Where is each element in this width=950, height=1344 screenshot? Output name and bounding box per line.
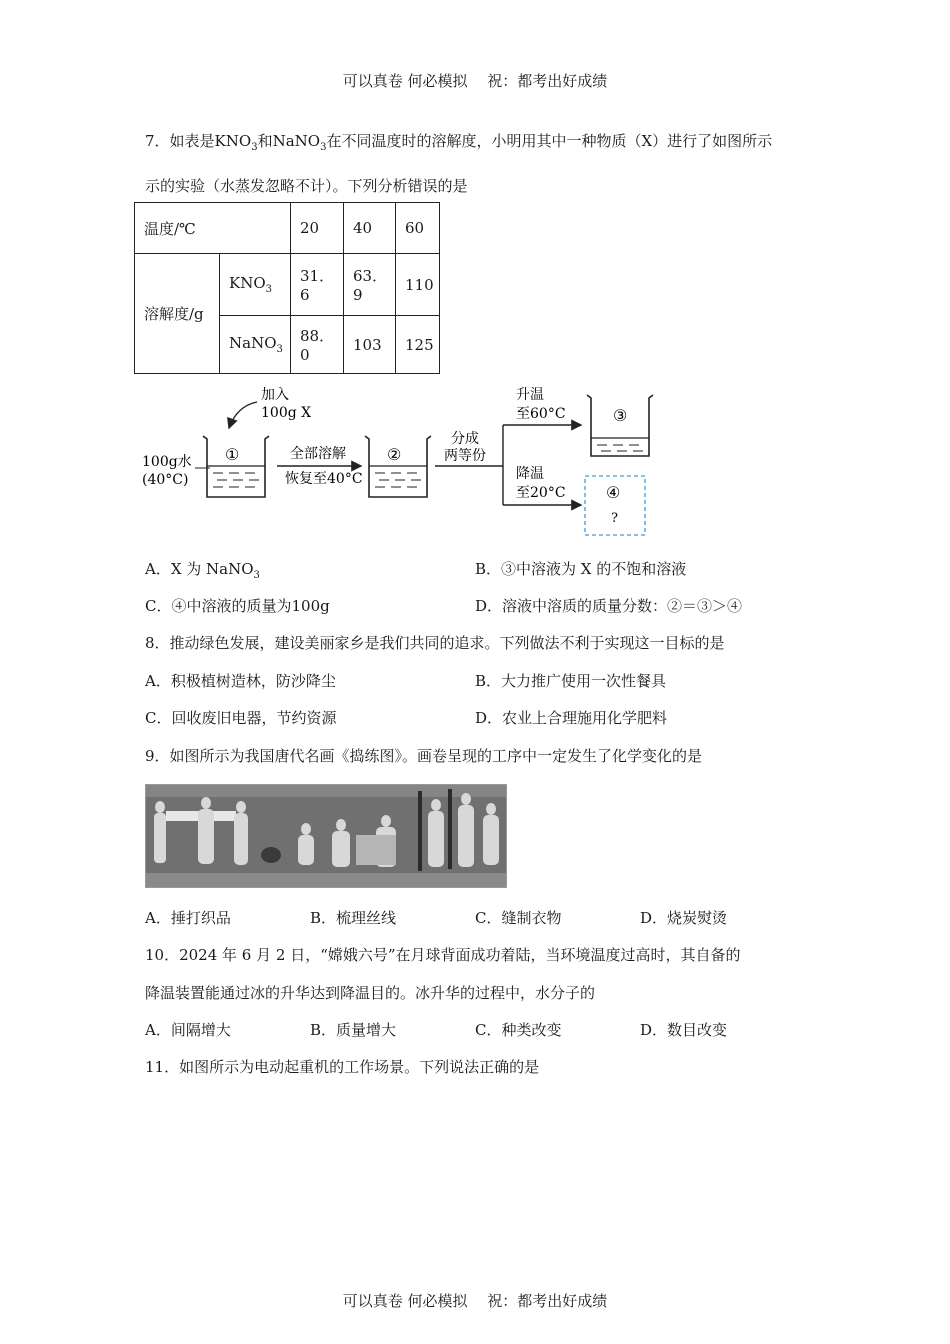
cool-label-2: 至20°C bbox=[516, 485, 566, 501]
beaker-2 bbox=[365, 436, 431, 497]
beaker-3 bbox=[587, 395, 653, 456]
add-arrow bbox=[229, 402, 257, 428]
q8-stem: 8．推动绿色发展，建设美丽家乡是我们共同的追求。下列做法不利于实现这一目标的是 bbox=[145, 634, 725, 652]
row-nano3-label: NaNO$_3$ bbox=[220, 316, 291, 374]
nano3-40: 103 bbox=[344, 316, 396, 374]
experiment-diagram bbox=[135, 380, 665, 540]
q10-stem-line2: 降温装置能通过冰的升华达到降温目的。冰升华的过程中，水分子的 bbox=[145, 984, 596, 1002]
q10-option-c: C．种类改变 bbox=[475, 1021, 562, 1039]
q11-stem: 11．如图所示为电动起重机的工作场景。下列说法正确的是 bbox=[145, 1058, 540, 1076]
add-label-2: 100g X bbox=[261, 405, 312, 421]
q7-option-a: A．X 为 NaNO$_3$ bbox=[145, 560, 260, 581]
kno3-20: 31．6 bbox=[291, 254, 344, 316]
tang-painting-image bbox=[145, 784, 507, 888]
heat-label-1: 升温 bbox=[516, 387, 544, 403]
water-label-2: (40°C) bbox=[142, 472, 189, 488]
q8-option-c: C．回收废旧电器，节约资源 bbox=[145, 709, 337, 727]
q10-stem-line1: 10．2024 年 6 月 2 日，“嫦娥六号”在月球背面成功着陆，当环境温度过高时，其自备的 bbox=[145, 946, 741, 964]
q7-stem-line2: 示的实验（水蒸发忽略不计）。下列分析错误的是 bbox=[145, 177, 468, 195]
kno3-60: 110 bbox=[396, 254, 440, 316]
add-label-1: 加入 bbox=[261, 387, 289, 403]
page-header: 可以真卷 何必模拟 祝：都考出好成绩 bbox=[342, 72, 608, 90]
arrow1-top-label: 全部溶解 bbox=[290, 446, 346, 462]
temp-40: 40 bbox=[344, 203, 396, 254]
q9-option-a: A．捶打织品 bbox=[145, 909, 231, 927]
q10-option-b: B．质量增大 bbox=[310, 1021, 397, 1039]
beaker-1-label: ① bbox=[225, 445, 240, 464]
q8-option-d: D．农业上合理施用化学肥料 bbox=[475, 709, 668, 727]
kno3-40: 63．9 bbox=[344, 254, 396, 316]
beaker-4-label: ④ bbox=[606, 483, 621, 502]
nano3-20: 88．0 bbox=[291, 316, 344, 374]
split-label-2: 两等份 bbox=[444, 448, 486, 464]
beaker-2-label: ② bbox=[387, 445, 402, 464]
page-footer: 可以真卷 何必模拟 祝：都考出好成绩 bbox=[342, 1292, 608, 1310]
row-kno3-label: $KNO_3$ bbox=[220, 254, 291, 316]
q8-option-b: B．大力推广使用一次性餐具 bbox=[475, 672, 667, 690]
split-label-1: 分成 bbox=[451, 431, 479, 447]
temp-20: 20 bbox=[291, 203, 344, 254]
q9-option-d: D．烧炭熨烫 bbox=[640, 909, 728, 927]
water-label-1: 100g水 bbox=[142, 454, 192, 470]
heat-label-2: 至60°C bbox=[516, 406, 566, 422]
cool-label-1: 降温 bbox=[516, 466, 544, 482]
arrow1-bottom-label: 恢复至40°C bbox=[285, 471, 363, 487]
q8-option-a: A．积极植树造林，防沙降尘 bbox=[145, 672, 336, 690]
q9-option-b: B．梳理丝线 bbox=[310, 909, 397, 927]
solubility-table bbox=[134, 202, 440, 374]
q9-stem: 9．如图所示为我国唐代名画《捣练图》。画卷呈现的工序中一定发生了化学变化的是 bbox=[145, 747, 703, 765]
beaker-4-unknown bbox=[585, 476, 645, 535]
nano3-60: 125 bbox=[396, 316, 440, 374]
beaker-1 bbox=[203, 436, 269, 497]
q7-stem-line1: 7．如表是$KNO_3$和NaNO$_3$在不同温度时的溶解度，小明用其中一种物质（X）进行了如图所示 bbox=[145, 132, 773, 153]
q7-option-b: B．③中溶液为 X 的不饱和溶液 bbox=[475, 560, 687, 578]
q7-option-c: C．④中溶液的质量为100g bbox=[145, 597, 330, 615]
beaker-3-label: ③ bbox=[613, 406, 628, 425]
beaker-4-question: ? bbox=[611, 511, 618, 526]
q10-option-d: D．数目改变 bbox=[640, 1021, 728, 1039]
q9-option-c: C．缝制衣物 bbox=[475, 909, 562, 927]
solubility-label: 溶解度/g bbox=[135, 254, 220, 374]
q10-option-a: A．间隔增大 bbox=[145, 1021, 231, 1039]
temp-60: 60 bbox=[396, 203, 440, 254]
temp-label: 温度/℃ bbox=[135, 203, 291, 254]
q7-option-d: D．溶液中溶质的质量分数：②＝③＞④ bbox=[475, 597, 743, 615]
